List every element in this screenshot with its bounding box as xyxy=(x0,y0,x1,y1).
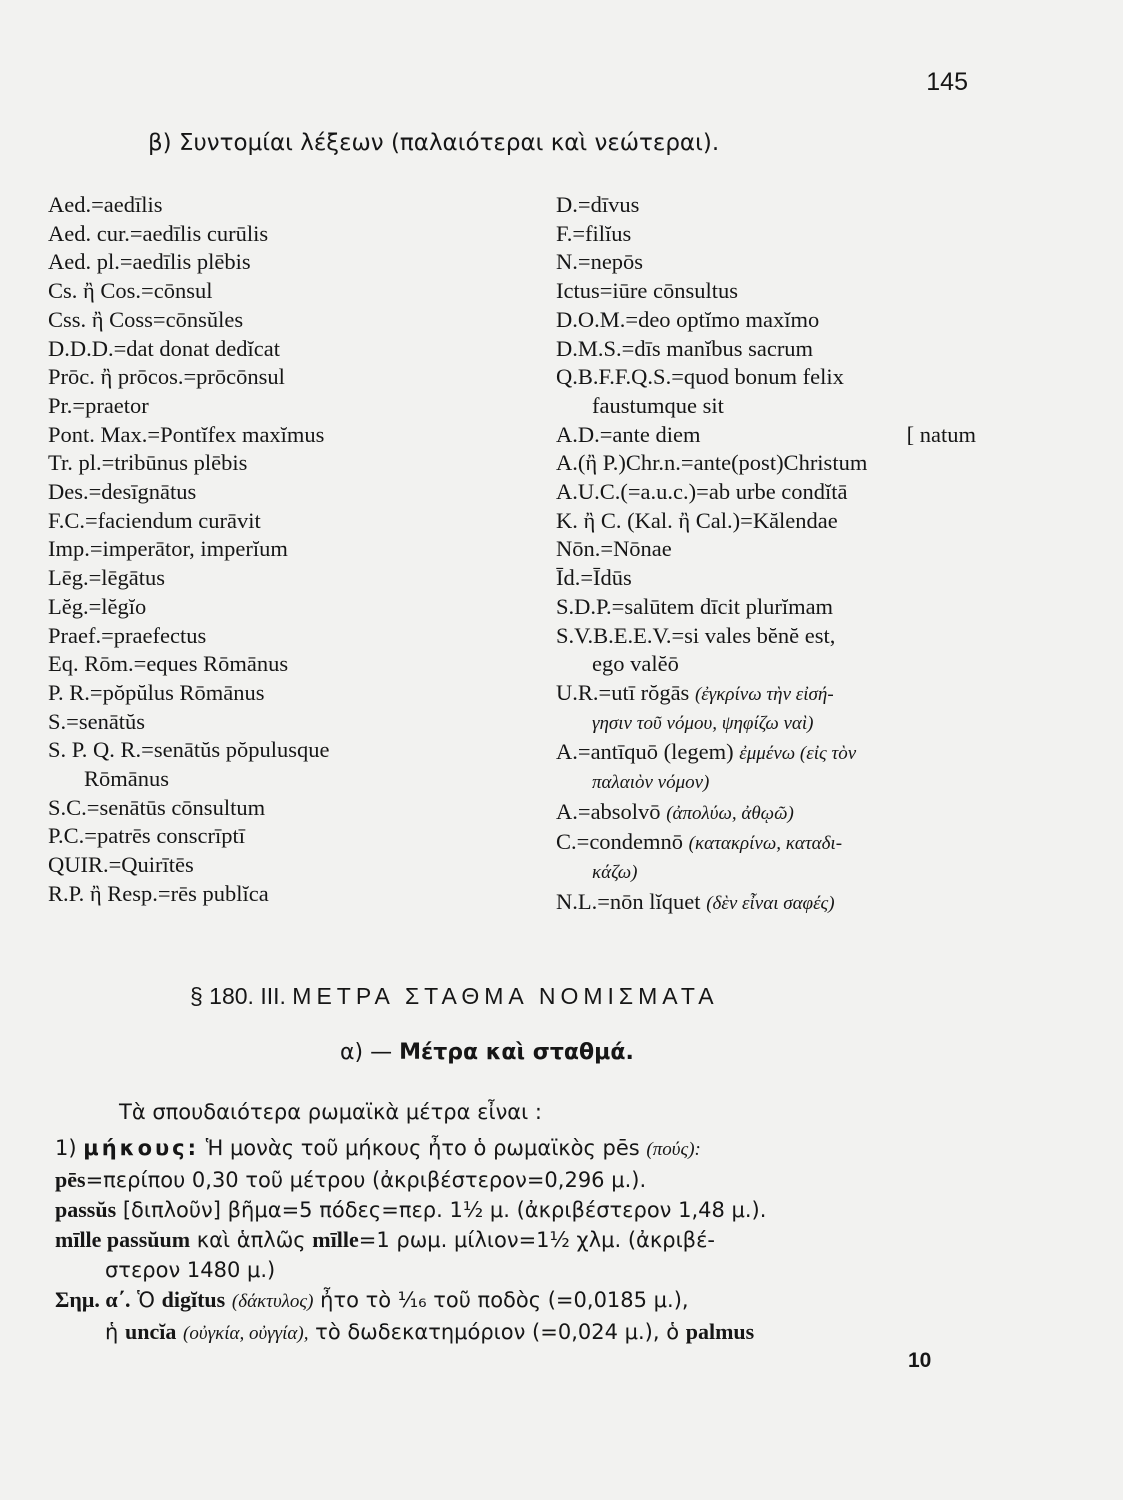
abbreviation-entry: K. ἢ C. (Kal. ἢ Cal.)=Kălendae xyxy=(556,507,838,533)
greek-gloss: κάζω) xyxy=(592,862,638,884)
abbreviation-entry: F.=filĭus xyxy=(556,220,632,246)
abbreviation-entry: Īd.=Īdūs xyxy=(556,565,632,591)
abbreviation-text: A.D.=ante diem xyxy=(556,421,701,447)
abbreviation-entry: P.C.=patrēs conscrīptī xyxy=(48,823,246,849)
section-number: § 180. xyxy=(190,983,254,1009)
term: digĭtus xyxy=(161,1287,226,1312)
abbreviation-text: N.L.=nōn lĭquet xyxy=(556,888,701,914)
abbreviation-text: A.=antīquō (legem) xyxy=(556,739,734,765)
abbreviation-entry: A.(ἢ P.)Chr.n.=ante(post)Christum xyxy=(556,450,868,476)
heading-title: ΜΕΤΡΑ ΣΤΑΘΜΑ ΝΟΜΙΣΜΑΤΑ xyxy=(292,983,719,1009)
abbreviation-entry: S.=senātŭs xyxy=(48,708,146,734)
greek-gloss: (οὐγκία, οὐγγία), xyxy=(183,1323,309,1344)
greek-gloss: (δάκτυλος) xyxy=(231,1291,314,1312)
abbreviation-list-right xyxy=(556,191,976,919)
abbreviation-continuation: Rōmānus xyxy=(84,766,170,792)
body-text xyxy=(55,1097,965,1349)
text-line xyxy=(55,1285,965,1317)
abbreviation-entry: Praef.=praefectus xyxy=(48,622,207,648)
greek-gloss: (πούς): xyxy=(646,1139,701,1160)
text-line xyxy=(55,1195,965,1225)
abbreviation-entry: N.=nepōs xyxy=(556,249,644,275)
abbreviation-entry xyxy=(556,888,976,919)
abbreviation-entry: Prōc. ἢ prōcos.=prōcōnsul xyxy=(48,364,285,390)
text: τὸ δωδεκατημόριον (=0,024 μ.), ὁ xyxy=(315,1320,680,1344)
abbreviation-entry: P. R.=pŏpŭlus Rōmānus xyxy=(48,679,265,705)
abbreviation-entry xyxy=(556,679,976,710)
signature-mark: 10 xyxy=(908,1349,932,1372)
abbreviation-entry: S. P. Q. R.=senātŭs pŏpulusque xyxy=(48,737,330,763)
abbreviation-entry: Tr. pl.=tribūnus plēbis xyxy=(48,450,248,476)
term: uncĭa xyxy=(125,1319,177,1344)
intro-line: Τὰ σπουδαιότερα ρωμαϊκὰ μέτρα εἶναι : xyxy=(119,1100,542,1124)
text-line xyxy=(55,1165,965,1195)
abbreviation-entry xyxy=(556,421,976,450)
text: =1 ρωμ. μίλιον=1½ χλμ. (ἀκριβέ- xyxy=(358,1228,716,1252)
abbreviation-text: A.=absolvō xyxy=(556,798,661,824)
abbreviation-entry: F.C.=faciendum curāvit xyxy=(48,507,261,533)
term: pēs xyxy=(55,1167,86,1192)
greek-gloss: (ἀπολύω, ἀθῳῶ) xyxy=(666,802,794,824)
abbreviation-list-left xyxy=(48,191,508,909)
abbreviation-entry xyxy=(556,828,976,859)
abbreviation-entry: Ictus=iūre cōnsultus xyxy=(556,278,739,304)
abbreviation-entry: A.U.C.(=a.u.c.)=ab urbe condĭtā xyxy=(556,479,848,505)
subsection-title: Μέτρα καὶ σταθμά. xyxy=(399,1040,634,1065)
abbreviation-entry: Aed. pl.=aedīlis plēbis xyxy=(48,249,251,275)
text-line xyxy=(55,1225,965,1255)
text-line xyxy=(55,1133,965,1165)
section-heading xyxy=(190,983,910,1010)
term: μήκους: xyxy=(83,1136,200,1160)
abbreviation-entry: S.V.B.E.E.V.=si vales bĕnĕ est, xyxy=(556,622,836,648)
text: Ἡ μονὰς τοῦ μήκους ἦτο ὁ ρωμαϊκὸς pēs xyxy=(205,1136,640,1160)
abbreviation-entry: QUIR.=Quirītēs xyxy=(48,852,194,878)
text: =περίπου 0,30 τοῦ μέτρου (ἀκριβέστερον=0,296 μ.). xyxy=(85,1168,647,1192)
abbreviation-carryover: [ natum xyxy=(906,421,976,447)
text: Ὁ xyxy=(137,1288,155,1312)
greek-gloss: παλαιὸν νόμον) xyxy=(592,772,710,794)
term: mīlle xyxy=(312,1227,359,1252)
greek-gloss: (ἐγκρίνω τὴν εἰσή- xyxy=(694,683,834,705)
greek-gloss: (κατακρίνω, καταδι- xyxy=(688,833,843,855)
term: palmus xyxy=(685,1319,755,1344)
abbreviation-entry xyxy=(556,798,976,829)
abbreviation-entry: D.=dīvus xyxy=(556,192,640,217)
section-title: β) Συντομίαι λέξεων (παλαιότεραι καὶ νεώτεραι). xyxy=(148,130,720,156)
abbreviation-entry: Lēg.=lēgātus xyxy=(48,565,166,591)
note-label: Σημ. α΄. xyxy=(55,1287,131,1312)
text-line: στερον 1480 μ.) xyxy=(105,1258,276,1282)
abbreviation-entry: Pr.=praetor xyxy=(48,392,149,418)
abbreviation-entry: S.C.=senātūs cōnsultum xyxy=(48,794,266,820)
text: ἦτο τὸ ¹⁄₁₆ τοῦ ποδὸς (=0,0185 μ.), xyxy=(320,1288,689,1312)
item-number: 1) xyxy=(55,1136,77,1160)
abbreviation-entry: Aed.=aedīlis xyxy=(48,192,163,217)
abbreviation-entry xyxy=(556,738,976,769)
text: ἡ xyxy=(105,1320,119,1344)
abbreviation-entry: D.O.M.=deo optĭmo maxĭmo xyxy=(556,306,820,332)
abbreviation-continuation: ego valĕō xyxy=(592,651,679,677)
roman-numeral: III. xyxy=(260,983,286,1009)
abbreviation-continuation: faustumque sit xyxy=(592,392,724,418)
term: mīlle passŭum xyxy=(55,1227,191,1252)
abbreviation-entry: Css. ἢ Coss=cōnsŭles xyxy=(48,306,244,332)
abbreviation-entry: Eq. Rōm.=eques Rōmānus xyxy=(48,651,289,677)
abbreviation-text: U.R.=utī rŏgās xyxy=(556,679,690,705)
abbreviation-entry: Aed. cur.=aedīlis curūlis xyxy=(48,220,269,246)
text: καὶ ἁπλῶς xyxy=(196,1228,306,1252)
abbreviation-entry: R.P. ἢ Resp.=rēs publĭca xyxy=(48,880,269,906)
abbreviation-entry: S.D.P.=salūtem dīcit plurĭmam xyxy=(556,593,834,619)
subsection-heading xyxy=(340,1040,840,1065)
abbreviation-entry: Nōn.=Nōnae xyxy=(556,536,672,562)
greek-gloss: (δὲν εἶναι σαφές) xyxy=(706,892,835,914)
term: passŭs xyxy=(55,1197,117,1222)
greek-gloss: γησιν τοῦ νόμου, ψηφίζω ναὶ) xyxy=(592,712,814,734)
page-number: 145 xyxy=(926,68,968,96)
text-line xyxy=(55,1317,965,1349)
abbreviation-entry: Lĕg.=lĕgĭo xyxy=(48,593,147,619)
abbreviation-entry: Imp.=imperātor, imperĭum xyxy=(48,536,288,562)
text: [διπλοῦν] βῆμα=5 πόδες=περ. 1½ μ. (ἀκριβέστερον 1,48 μ.). xyxy=(122,1198,767,1222)
subsection-label: α) — xyxy=(340,1040,393,1065)
abbreviation-entry: D.M.S.=dīs manĭbus sacrum xyxy=(556,335,814,361)
abbreviation-entry: Cs. ἢ Cos.=cōnsul xyxy=(48,278,213,304)
abbreviation-entry: Des.=desīgnātus xyxy=(48,479,197,505)
abbreviation-entry: Pont. Max.=Pontĭfex maxĭmus xyxy=(48,421,325,447)
greek-gloss: ἐμμένω (εἰς τὸν xyxy=(739,743,857,765)
abbreviation-entry: D.D.D.=dat donat dedĭcat xyxy=(48,335,280,361)
abbreviation-text: C.=condemnō xyxy=(556,829,684,855)
abbreviation-entry: Q.B.F.F.Q.S.=quod bonum felix xyxy=(556,364,844,390)
